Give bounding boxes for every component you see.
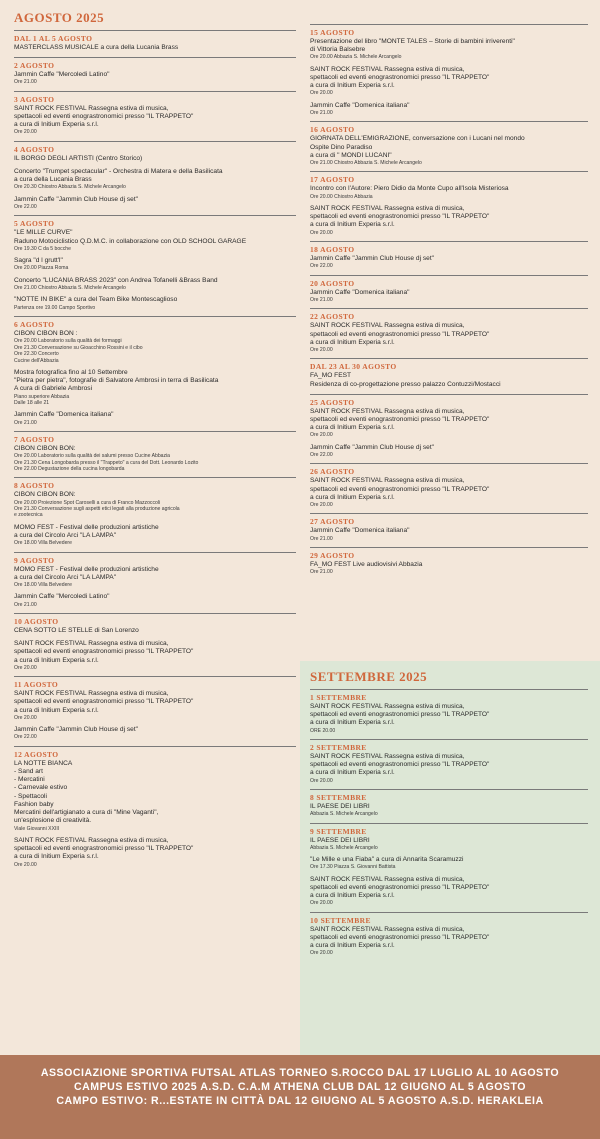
event: [14, 105, 296, 136]
event-text: GIORNATA DELL'EMIGRAZIONE, conversazione con i Lucani nel mondo: [310, 135, 525, 143]
event-time-place: Abbazia S. Michele Arcangelo: [310, 844, 378, 851]
event: [310, 38, 588, 61]
event-time-place: Ore 20.00: [310, 777, 333, 784]
day-date: 29 AGOSTO: [310, 550, 355, 560]
day-block: [14, 431, 296, 472]
event: [310, 289, 588, 304]
event-text: spettacoli ed eventi enograstronomici presso "IL TRAPPETO": [310, 485, 490, 493]
event: [310, 876, 588, 907]
september-days: [310, 689, 588, 957]
event-text: SAINT ROCK FESTIVAL Rassegna estiva di musica,: [14, 836, 169, 844]
day-date: 9 AGOSTO: [14, 555, 55, 565]
day-date: 7 AGOSTO: [14, 434, 55, 444]
day-date: 5 AGOSTO: [14, 219, 55, 229]
event-time-place: Ore 21.00: [310, 296, 333, 303]
event-text: a cura di Initium Experia s.r.l.: [310, 424, 395, 432]
event-time-place: Ore 17.30 Piazza S. Giovanni Battista: [310, 864, 396, 871]
event-text: spettacoli ed eventi enograstronomici presso "IL TRAPPETO": [310, 934, 490, 942]
event: [310, 255, 588, 270]
day-date: 22 AGOSTO: [310, 312, 355, 322]
event-text: - Carnevale estivo: [14, 784, 68, 792]
event: [14, 566, 296, 589]
event-time-place: Ore 21.00: [310, 569, 333, 576]
day-block: [310, 24, 588, 116]
event-text: spettacoli ed eventi enograstronomici presso "IL TRAPPETO": [310, 761, 490, 769]
event: [310, 926, 588, 957]
event-text: SAINT ROCK FESTIVAL Rassegna estiva di musica,: [310, 205, 465, 213]
event-text: spettacoli ed eventi enograstronomici presso "IL TRAPPETO": [14, 648, 194, 656]
day-block: [310, 275, 588, 304]
event-text: SAINT ROCK FESTIVAL Rassegna estiva di musica,: [310, 407, 465, 415]
day-block: [310, 689, 588, 734]
event-text: - Spettacoli: [14, 792, 47, 800]
event-text: - Sand art: [14, 768, 43, 776]
day-date: 6 AGOSTO: [14, 320, 55, 330]
event-text: Concerto "Trumpet spectacular" - Orchestra di Matera e della Basilicata: [14, 168, 223, 176]
day-date: 4 AGOSTO: [14, 144, 55, 154]
footer-banner: [0, 1055, 600, 1139]
event-text: Ospite Dino Paradiso: [310, 143, 373, 151]
footer-line: ASSOCIAZIONE SPORTIVA FUTSAL ATLAS TORNEO S.ROCCO DAL 17 LUGLIO AL 10 AGOSTO: [40, 1067, 560, 1079]
day-date: 18 AGOSTO: [310, 245, 355, 255]
event-time-place: Ore 21.00: [310, 110, 333, 117]
event-text: spettacoli ed eventi enograstronomici presso "IL TRAPPETO": [310, 415, 490, 423]
day-date: 2 AGOSTO: [14, 61, 55, 71]
event-time-place: Ore 20.00 Laboratorio sulla qualità dei salumi presso Cucine Abbazia: [14, 453, 171, 460]
event-time-place: Ore 22.00 Degustazione della cucina longobarda: [14, 465, 125, 472]
day-date: 8 SETTEMBRE: [310, 793, 367, 803]
event-text: MASTERCLASS MUSICALE a cura della Lucania Brass: [14, 44, 179, 51]
day-block: [14, 316, 296, 426]
event-time-place: Ore 20.00 Piazza Roma: [14, 265, 69, 272]
day-date: 16 AGOSTO: [310, 125, 355, 135]
event-text: Jammin Caffe "Domenica italiana": [310, 101, 410, 109]
event-text: Jammin Caffe "Jammin Club House dj set": [14, 195, 139, 203]
day-block: [310, 513, 588, 542]
event-text: SAINT ROCK FESTIVAL Rassegna estiva di musica,: [310, 65, 465, 73]
event-text: spettacoli ed eventi enograstronomici presso "IL TRAPPETO": [310, 213, 490, 221]
event: [310, 205, 588, 236]
event: [14, 726, 296, 741]
event-text: SAINT ROCK FESTIVAL Rassegna estiva di musica,: [310, 875, 465, 883]
day-date: 25 AGOSTO: [310, 397, 355, 407]
event-text: a cura della Lucania Brass: [14, 176, 92, 184]
event-time-place: Cucine dell'Abbazia: [14, 357, 59, 364]
event: [310, 477, 588, 508]
event-text: LA NOTTE BIANCA: [14, 759, 73, 767]
day-block: [310, 912, 588, 957]
event: [310, 703, 588, 734]
august-column-right: [300, 0, 600, 576]
event-text: "Pietra per pietra", fotografie di Salvatore Ambrosi in terra di Basilicata: [14, 377, 219, 385]
event: [14, 837, 296, 868]
day-date: 8 AGOSTO: [14, 481, 55, 491]
event-time-place: Ore 18.00 Villa Belvedere: [14, 540, 72, 547]
event-text: CIBON CIBON BON :: [14, 330, 78, 338]
event-text: un'esplosione di creatività.: [14, 817, 92, 825]
event: [14, 640, 296, 671]
day-date: 20 AGOSTO: [310, 278, 355, 288]
event-time-place: Ore 21.00 Chiostro Abbazia S. Michele Arcangelo: [310, 160, 422, 167]
event-text: Presentazione del libro "MONTE TALES – Storie di bambini irriverenti": [310, 38, 515, 45]
event-time-place: Ore 22.00: [310, 451, 333, 458]
day-date: DAL 1 AL 5 AGOSTO: [14, 34, 93, 43]
event-time-place: Ore 21.30 Conversazione su Gioacchino Rossini e il cibo: [14, 344, 143, 351]
day-block: [310, 823, 588, 907]
event-text: "Le Mille e una Fiaba" a cura di Annarita Scaramuzzi: [310, 856, 464, 864]
event-text: CIBON CIBON BON:: [14, 444, 76, 452]
day-block: [310, 463, 588, 508]
day-date: 15 AGOSTO: [310, 28, 355, 37]
event: [310, 803, 588, 818]
event-time-place: Ore 20.30 Chiostro Abbazia S. Michele Arcangelo: [14, 184, 126, 191]
event-text: Jammin Caffe "Domenica italiana": [14, 411, 114, 419]
event-text: Jammin Caffe "Jammin Club House dj set": [310, 443, 435, 451]
day-date: 3 AGOSTO: [14, 94, 55, 104]
day-date: 2 SETTEMBRE: [310, 743, 367, 753]
event: [14, 257, 296, 272]
september-panel: [300, 661, 600, 1059]
event-text: IL PAESE DEI LIBRI: [310, 803, 370, 811]
day-block: [310, 739, 588, 784]
event: [14, 296, 296, 311]
event-time-place: Ore 20.00: [310, 229, 333, 236]
event-text: CENA SOTTO LE STELLE di San Lorenzo: [14, 627, 139, 635]
event: [14, 229, 296, 252]
event: [14, 593, 296, 608]
event-time-place: Dalle 18 alle 21: [14, 399, 50, 406]
event-time-place: ORE 20.00: [310, 727, 336, 734]
event-time-place: Ore 20.00: [14, 664, 37, 671]
event-text: Jammin Caffe "Domenica italiana": [310, 288, 410, 296]
event: [14, 196, 296, 211]
event-text: a cura di Initium Experia s.r.l.: [310, 892, 395, 900]
event: [14, 760, 296, 832]
event-text: MOMO FEST - Festival delle produzioni artistiche: [14, 565, 159, 573]
event-text: Sagra "d l grutt'l": [14, 257, 63, 265]
event: [310, 66, 588, 97]
event-text: A cura di Gabriele Ambrosi: [14, 385, 93, 393]
month-title-august: AGOSTO 2025: [14, 10, 105, 25]
august-column-left: [14, 0, 296, 873]
event-time-place: Ore 20.00: [310, 900, 333, 907]
event-time-place: Ore 22.00: [310, 263, 333, 270]
event: [310, 102, 588, 117]
event-time-place: Piano superiore Abbazia: [14, 393, 70, 400]
day-block: [14, 552, 296, 608]
event-text: a cura del Circolo Arci "LA LAMPA": [14, 532, 117, 539]
event-text: a cura di Initium Experia s.r.l.: [310, 719, 395, 727]
day-date: 12 AGOSTO: [14, 749, 59, 759]
event: [14, 524, 296, 547]
event-text: Mercatini dell'artigianato a cura di "Mine Vaganti",: [14, 809, 159, 817]
day-block: [310, 121, 588, 166]
event-text: CIBON CIBON BON:: [14, 491, 76, 499]
event: [14, 627, 296, 635]
event-text: Residenza di co-progettazione presso palazzo Contuzzi/Mostacci: [310, 380, 501, 388]
event: [310, 444, 588, 459]
event: [14, 411, 296, 426]
event-text: Jammin Caffe "Jammin Club House dj set": [14, 726, 139, 734]
day-block: [14, 613, 296, 671]
day-block: [310, 394, 588, 459]
event-text: a cura di Initium Experia s.r.l.: [14, 121, 99, 129]
event-time-place: Ore 20.00: [310, 501, 333, 508]
event-time-place: Ore 21.30 Cena Longobarda presso il "Trappeto" a cura del Dott. Leonardo Lozito: [14, 459, 199, 466]
event-time-place: Ore 21.00: [14, 79, 37, 86]
day-block: [310, 308, 588, 353]
event: [310, 372, 588, 388]
day-block: [14, 57, 296, 86]
event-text: SAINT ROCK FESTIVAL Rassegna estiva di musica,: [310, 753, 465, 761]
event-text: a cura di Initium Experia s.r.l.: [310, 493, 395, 501]
footer-line: CAMPUS ESTIVO 2025 A.S.D. C.A.M ATHENA CLUB DAL 12 GIUGNO AL 5 AGOSTO: [73, 1081, 527, 1093]
event-time-place: Ore 22.00: [14, 204, 37, 211]
event-time-place: Ore 22.30 Concerto: [14, 351, 59, 358]
event-text: "NOTTE IN BIKE" a cura del Team Bike Montescaglioso: [14, 296, 178, 304]
event-time-place: Ore 20.00 Abbazia S. Michele Arcangelo: [310, 54, 402, 61]
event-time-place: Ore 20.00: [310, 432, 333, 439]
event: [310, 527, 588, 542]
event-text: "LE MILLE CURVE": [14, 229, 73, 237]
event-text: di Vittoria Balsebre: [310, 46, 366, 54]
event-time-place: Ore 20.00 Laboratorio sulla qualità dei formaggi: [14, 338, 122, 345]
month-title-september: SETTEMBRE 2025: [310, 669, 428, 684]
day-block: [310, 171, 588, 236]
day-date: 26 AGOSTO: [310, 467, 355, 477]
event-text: Jammin Caffe "Mercoledi Latino": [14, 593, 110, 601]
day-date: 27 AGOSTO: [310, 517, 355, 527]
event: [14, 44, 296, 52]
day-block: [14, 746, 296, 868]
event-text: SAINT ROCK FESTIVAL Rassegna estiva di musica,: [14, 104, 169, 112]
event-time-place: Ore 20.00: [310, 950, 333, 957]
day-date: DAL 23 AL 30 AGOSTO: [310, 362, 397, 372]
event: [14, 155, 296, 163]
event-text: a cura di Initium Experia s.r.l.: [310, 82, 395, 90]
event: [14, 168, 296, 191]
event-time-place: Abbazia S. Michele Arcangelo: [310, 811, 378, 818]
august-days-left: [14, 30, 296, 868]
event-text: spettacoli ed eventi enograstronomici presso "IL TRAPPETO": [14, 113, 194, 121]
event-text: spettacoli ed eventi enograstronomici presso "IL TRAPPETO": [310, 74, 490, 82]
event: [310, 185, 588, 200]
event-text: FA_MO FEST Live audiovisivi Abbazia: [310, 560, 423, 568]
event-time-place: Ore 20.00: [14, 714, 37, 721]
event: [310, 322, 588, 353]
event-text: MOMO FEST - Festival delle produzioni artistiche: [14, 523, 159, 531]
event-time-place: Ore 21.00: [310, 535, 333, 542]
event-text: Jammin Caffe "Domenica italiana": [310, 527, 410, 535]
event-text: spettacoli ed eventi enograstronomici presso "IL TRAPPETO": [310, 711, 490, 719]
day-block: [14, 141, 296, 211]
event-text: - Mercatini: [14, 776, 45, 784]
event-text: FA_MO FEST: [310, 372, 352, 380]
day-block: [310, 241, 588, 270]
event: [310, 408, 588, 439]
event-time-place: Ore 21.00: [14, 601, 37, 608]
event-time-place: Ore 20.00: [310, 346, 333, 353]
event-time-place: e zootecnica: [14, 512, 43, 519]
event-text: a cura di Initium Experia s.r.l.: [14, 706, 99, 714]
event-time-place: Ore 20.00: [14, 861, 37, 868]
day-block: [14, 477, 296, 546]
event-text: a cura di Initium Experia s.r.l.: [310, 942, 395, 950]
event-text: spettacoli ed eventi enograstronomici presso "IL TRAPPETO": [14, 845, 194, 853]
event-time-place: Partenza ore 19.00 Campo Sportivo: [14, 304, 96, 311]
event: [14, 445, 296, 472]
event: [14, 330, 296, 364]
event: [310, 837, 588, 852]
event-text: IL PAESE DEI LIBRI: [310, 836, 370, 844]
event: [14, 369, 296, 406]
event-text: Jammin Caffe "Jammin Club House dj set": [310, 255, 435, 263]
day-block: [14, 215, 296, 311]
event-text: Raduno Motociclistico Q.D.M.C. in collaborazione con OLD SCHOOL GARAGE: [14, 237, 247, 245]
day-block: [310, 789, 588, 818]
event-text: spettacoli ed eventi enograstronomici presso "IL TRAPPETO": [14, 698, 194, 706]
event: [14, 277, 296, 292]
event-time-place: Ore 21.30 Conversazione sugli aspetti etici legati alla produzione agricola: [14, 505, 180, 512]
day-block: [14, 91, 296, 136]
event-time-place: Ore 20.00 Proiezione Spot Caroselli a cura di Franco Mazzoccoli: [14, 499, 161, 506]
event-text: spettacoli ed eventi enograstronomici presso "IL TRAPPETO": [310, 884, 490, 892]
event-time-place: Ore 20.00: [310, 90, 333, 97]
event-time-place: Ore 19.30 C da 5 bocche: [14, 245, 71, 252]
day-block: [310, 547, 588, 576]
right-column: [300, 0, 600, 957]
event-text: SAINT ROCK FESTIVAL Rassegna estiva di musica,: [310, 925, 465, 933]
event: [310, 753, 588, 784]
day-block: [14, 30, 296, 52]
event-time-place: Ore 21.00 Chiostro Abbazia S. Michele Arcangelo: [14, 285, 126, 292]
event-text: a cura di Initium Experia s.r.l.: [310, 769, 395, 777]
event-text: IL BORGO DEGLI ARTISTI (Centro Storico): [14, 154, 143, 162]
event-text: SAINT ROCK FESTIVAL Rassegna estiva di musica,: [14, 690, 169, 698]
day-date: 10 AGOSTO: [14, 617, 59, 627]
event-text: a cura di Initium Experia s.r.l.: [14, 656, 99, 664]
day-date: 11 AGOSTO: [14, 680, 59, 690]
event-text: spettacoli ed eventi enograstronomici presso "IL TRAPPETO": [310, 330, 490, 338]
event-text: Jammin Caffe "Mercoledi Latino": [14, 71, 110, 79]
event-time-place: Ore 18.00 Villa Belvedere: [14, 582, 72, 589]
event-time-place: Ore 20.00 Chiostro Abbazia: [310, 193, 373, 200]
event: [310, 135, 588, 166]
day-block: [14, 676, 296, 741]
event: [14, 491, 296, 518]
event-text: Incontro con l'Autore: Piero Didio da Monte Cupo all'Isola Misteriosa: [310, 185, 509, 193]
event-time-place: Ore 22.00: [14, 734, 37, 741]
event-text: Concerto "LUCANIA BRASS 2023" con Andrea Tofanelli &Brass Band: [14, 276, 218, 284]
event-time-place: Ore 20.00: [14, 129, 37, 136]
day-date: 9 SETTEMBRE: [310, 826, 367, 836]
event: [14, 690, 296, 721]
event-text: Fashion baby: [14, 800, 54, 808]
event: [14, 71, 296, 86]
event-text: a cura di " MONDI LUCANI": [310, 151, 392, 159]
day-date: 17 AGOSTO: [310, 175, 355, 185]
day-date: 1 SETTEMBRE: [310, 693, 367, 702]
event-time-place: Viale Giovanni XXIII: [14, 825, 60, 832]
event-text: SAINT ROCK FESTIVAL Rassegna estiva di musica,: [310, 703, 465, 710]
day-date: 10 SETTEMBRE: [310, 915, 371, 925]
event-time-place: Ore 21.00: [14, 419, 37, 426]
event-text: SAINT ROCK FESTIVAL Rassegna estiva di musica,: [14, 640, 169, 648]
event-text: Mostra fotografica fino al 10 Settembre: [14, 368, 128, 376]
event-text: a cura di Initium Experia s.r.l.: [310, 338, 395, 346]
event: [310, 856, 588, 871]
event-text: SAINT ROCK FESTIVAL Rassegna estiva di musica,: [310, 322, 465, 330]
event-text: a cura del Circolo Arci "LA LAMPA": [14, 573, 117, 581]
event-text: SAINT ROCK FESTIVAL Rassegna estiva di musica,: [310, 477, 465, 485]
event: [310, 561, 588, 576]
event-text: a cura di Initium Experia s.r.l.: [310, 221, 395, 229]
day-block: [310, 358, 588, 388]
footer-line: CAMPO ESTIVO: R...ESTATE IN CITTÀ DAL 12 GIUGNO AL 5 AGOSTO A.S.D. HERAKLEIA: [56, 1095, 544, 1107]
event-text: a cura di Initium Experia s.r.l.: [14, 853, 99, 861]
